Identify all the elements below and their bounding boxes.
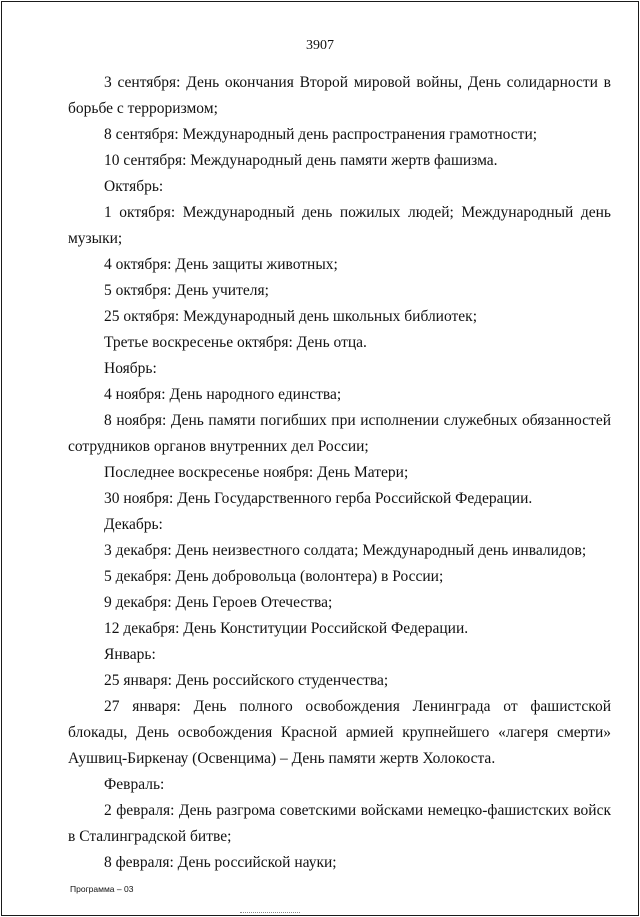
paragraph-nov-30: 30 ноября: День Государственного герба Российской Федерации.: [104, 490, 533, 507]
month-heading-february: Февраль:: [104, 776, 165, 793]
paragraph-oct-1: 1 октября: Международный день пожилых людей; Международный день музыки;: [68, 204, 611, 247]
paragraph-nov-last-sunday: Последнее воскресенье ноября: День Матери;: [104, 464, 409, 481]
paragraph-oct-25: 25 октября: Международный день школьных библиотек;: [104, 308, 478, 325]
paragraph-feb-2: 2 февраля: День разгрома советскими войсками немецко-фашистских войск в Сталинградской битве;: [68, 802, 611, 845]
scan-artifact: [240, 912, 300, 915]
paragraph-oct-third-sunday: Третье воскресенье октября: День отца.: [104, 334, 367, 351]
paragraph-dec-5: 5 декабря: День добровольца (волонтера) в России;: [104, 568, 444, 585]
month-heading-january: Январь:: [104, 646, 156, 663]
paragraph-dec-3: 3 декабря: День неизвестного солдата; Международный день инвалидов;: [104, 542, 587, 559]
paragraph-nov-4: 4 ноября: День народного единства;: [104, 386, 342, 403]
month-heading-october: Октябрь:: [104, 178, 164, 195]
paragraph-sep-3: 3 сентября: День окончания Второй мировой войны, День солидарности в борьбе с терроризмом;: [68, 74, 611, 117]
month-heading-november: Ноябрь:: [104, 360, 157, 377]
document-body: [68, 70, 611, 876]
paragraph-jan-25: 25 января: День российского студенчества;: [104, 672, 389, 689]
paragraph-dec-12: 12 декабря: День Конституции Российской Федерации.: [104, 620, 469, 637]
page-number: 3907: [306, 38, 334, 53]
page-footer: Программа – 03: [70, 884, 134, 894]
paragraph-oct-4: 4 октября: День защиты животных;: [104, 256, 338, 273]
paragraph-nov-8: 8 ноября: День памяти погибших при исполнении служебных обязанностей сотрудников органов внутренних дел России;: [68, 412, 611, 455]
paragraph-sep-8: 8 сентября: Международный день распространения грамотности;: [104, 126, 538, 143]
paragraph-feb-8: 8 февраля: День российской науки;: [104, 854, 337, 871]
paragraph-sep-10: 10 сентября: Международный день памяти жертв фашизма.: [104, 152, 498, 169]
month-heading-december: Декабрь:: [104, 516, 163, 533]
paragraph-jan-27: 27 января: День полного освобождения Ленинграда от фашистской блокады, День освобождения Красной армией крупнейшего «лагеря смерти» Аушвиц-Биркенау (Освенцима) – День памяти жертв Холокоста.: [68, 698, 611, 767]
paragraph-oct-5: 5 октября: День учителя;: [104, 282, 269, 299]
paragraph-dec-9: 9 декабря: День Героев Отечества;: [104, 594, 333, 611]
